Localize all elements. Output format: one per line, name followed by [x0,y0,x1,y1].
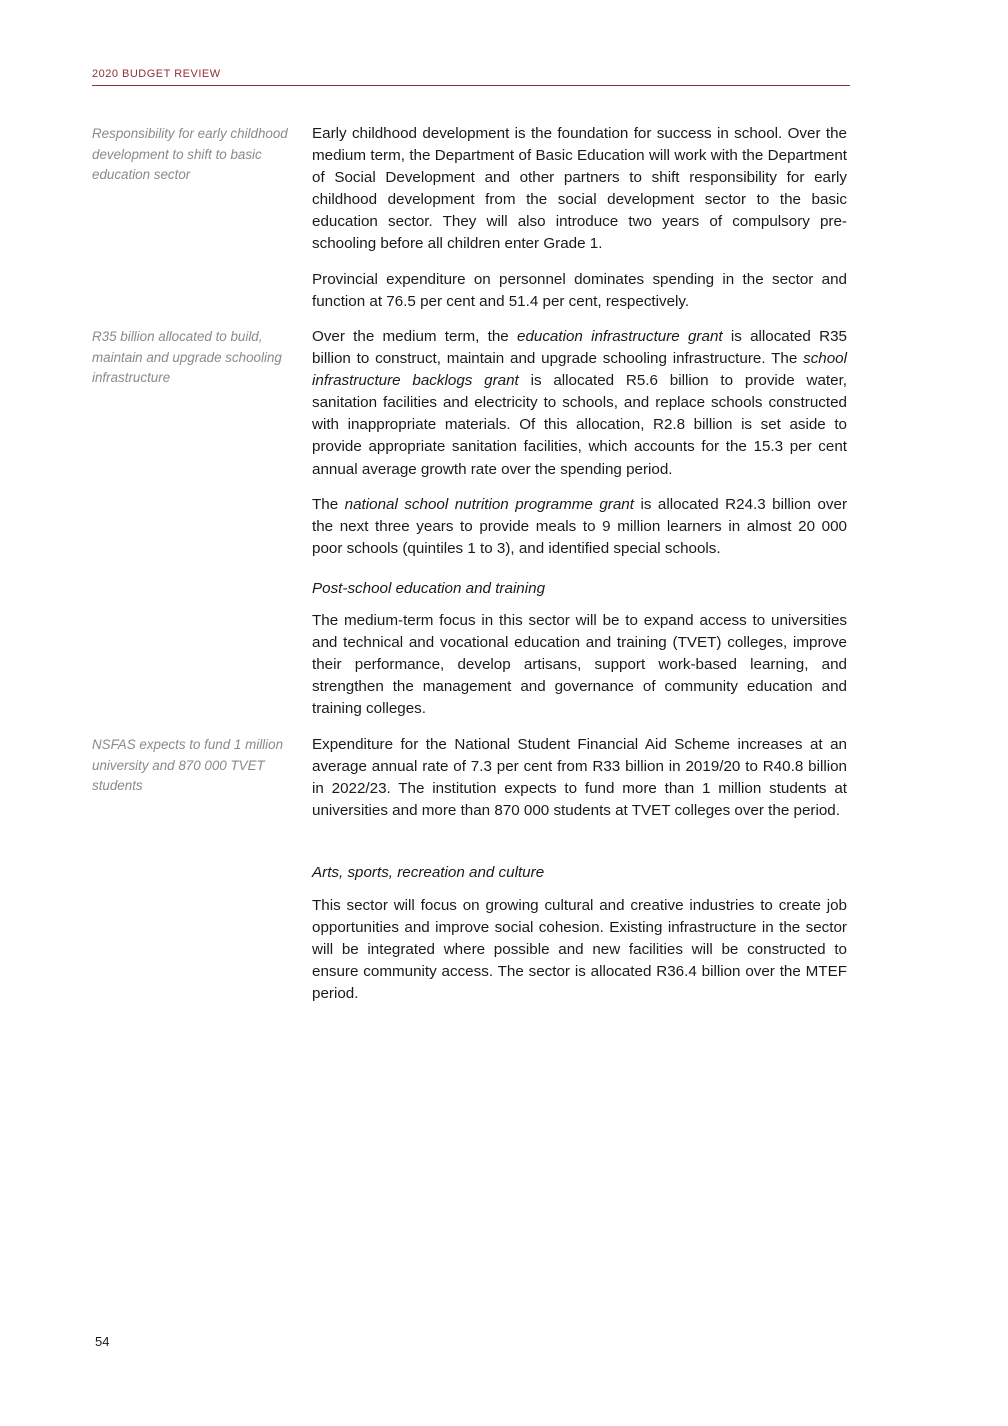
grant-name-backlogs: school infrastructure backlogs grant [312,350,847,390]
margin-note-ecd: Responsibility for early childhood development to shift to basic education sector [92,126,288,182]
margin-note-nsfas: NSFAS expects to fund 1 million university and 870 000 TVET students [92,737,284,793]
margin-note-infrastructure: R35 billion allocated to build, maintain and upgrade schooling infrastructure [92,329,282,385]
paragraph-post-school: The medium-term focus in this sector will be to expand access to universities and technical and vocational education and training (TVET) colleges, improve their performance, develop artisans, support work-based learning, and strengthen the management and governance of community education and training colleges. [312,612,847,718]
paragraph-nutrition-grant: The national school nutrition programme grant is allocated R24.3 billion over the next three years to provide meals to 9 million learners in almost 20 000 poor schools (quintiles 1 to 3), and identified special schools. [312,496,848,558]
grant-name-nutrition: national school nutrition programme grant [344,496,634,513]
subheading-arts: Arts, sports, recreation and culture [312,864,545,881]
paragraph-ecd: Early childhood development is the foundation for success in school. Over the medium term, the Department of Basic Education will work with the Department of Social Development and other partners to shift responsibility for early childhood development from the social development sector to the basic education sector. They will also introduce two years of compulsory pre-schooling before all children enter Grade 1. [312,125,847,253]
paragraph-provincial-expenditure: Provincial expenditure on personnel dominates spending in the sector and function at 76.5 per cent and 51.4 per cent, respectively. [312,271,847,311]
subheading-post-school: Post-school education and training [312,580,546,597]
paragraph-arts: This sector will focus on growing cultural and creative industries to create job opportunities and improve social cohesion. Existing infrastructure in the sector will be integrated where possible and new facilities will be constructed to ensure community access. The sector is allocated R36.4 billion over the MTEF period. [312,897,847,1003]
grant-name-education-infrastructure: education infrastructure grant [517,328,723,345]
paragraph-nsfas: Expenditure for the National Student Financial Aid Scheme increases at an average annual rate of 7.3 per cent from R33 billion in 2019/20 to R40.8 billion in 2022/23. The institution expects to fund more than 1 million students at universities and more than 870 000 students at TVET colleges over the period. [312,736,847,820]
paragraph-infrastructure-grants: Over the medium term, the education infrastructure grant is allocated R35 billion to construct, maintain and upgrade schooling infrastructure. The school infrastructure backlogs grant is allocated R5.6 billion to provide water, sanitation facilities and electricity to schools, and replace schools constructed with inappropriate materials. Of this allocation, R2.8 billion is set aside to provide appropriate sanitation facilities, which accounts for the 15.3 per cent annual average growth rate over the spending period. [312,328,848,478]
page-number: 54 [95,1334,110,1349]
running-header: 2020 BUDGET REVIEW [92,68,850,86]
